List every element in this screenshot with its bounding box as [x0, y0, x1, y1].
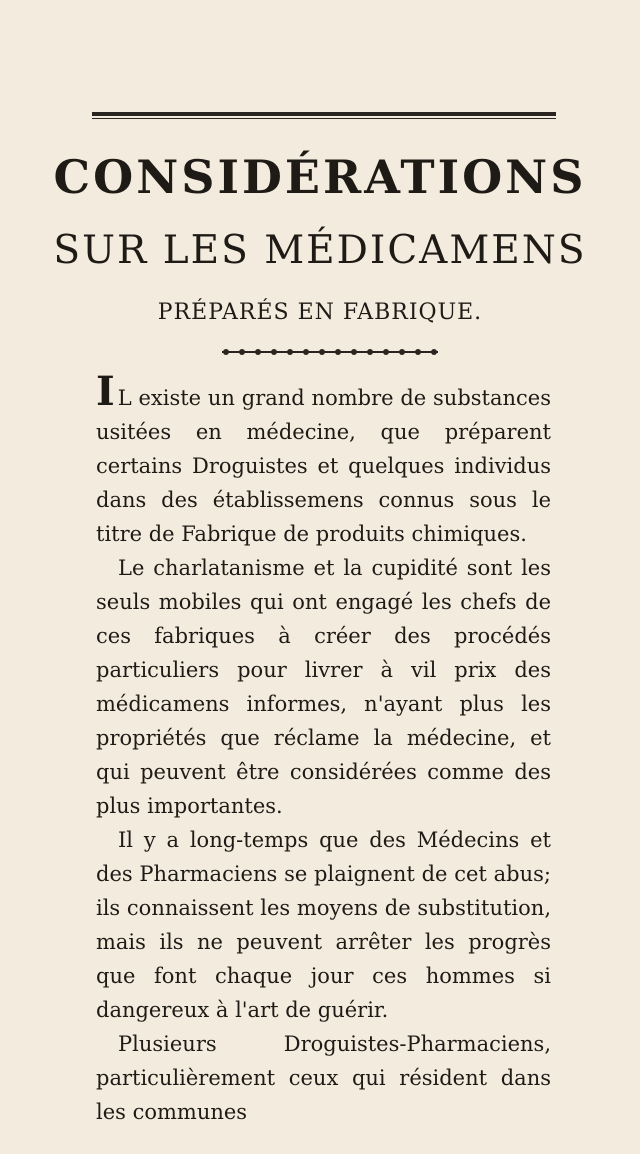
- paragraph: [96, 551, 551, 823]
- header-rule: [92, 112, 556, 116]
- body-text: [96, 368, 551, 1129]
- page-subtitle: SUR LES MÉDICAMENS: [53, 228, 587, 273]
- drop-cap: I: [96, 368, 115, 415]
- paragraph-text: L existe un grand nombre de substances usitées en médecine, que préparent certains Droguistes et quelques individus dans des établissemens connus sous le titre de Fabrique de produits chimiques.: [96, 386, 551, 546]
- paragraph: [96, 368, 551, 551]
- paragraph: [96, 1027, 551, 1129]
- page-subtitle-secondary: PRÉPARÉS EN FABRIQUE.: [157, 300, 483, 325]
- paragraph-text: Le charlatanisme et la cupidité sont les seuls mobiles qui ont engagé les chefs de ces fabriques à créer des procédés particuliers pour livrer à vil prix des médicamens informes, n'ayant plus les propriétés que réclame la médecine, et qui peuvent être considérées comme des plus importantes.: [96, 556, 551, 818]
- page-title: CONSIDÉRATIONS: [53, 150, 587, 204]
- paragraph-text: Il y a long-temps que des Médecins et des Pharmaciens se plaignent de cet abus; ils connaissent les moyens de substitution, mais ils ne peuvent arrêter les progrès que font chaque jour ces hommes si dangereux à l'art de guérir.: [96, 828, 551, 1022]
- ornament-divider: [218, 346, 442, 358]
- paragraph-text: Plusieurs Droguistes-Pharmaciens, particulièrement ceux qui résident dans les communes: [96, 1032, 551, 1124]
- paragraph: [96, 823, 551, 1027]
